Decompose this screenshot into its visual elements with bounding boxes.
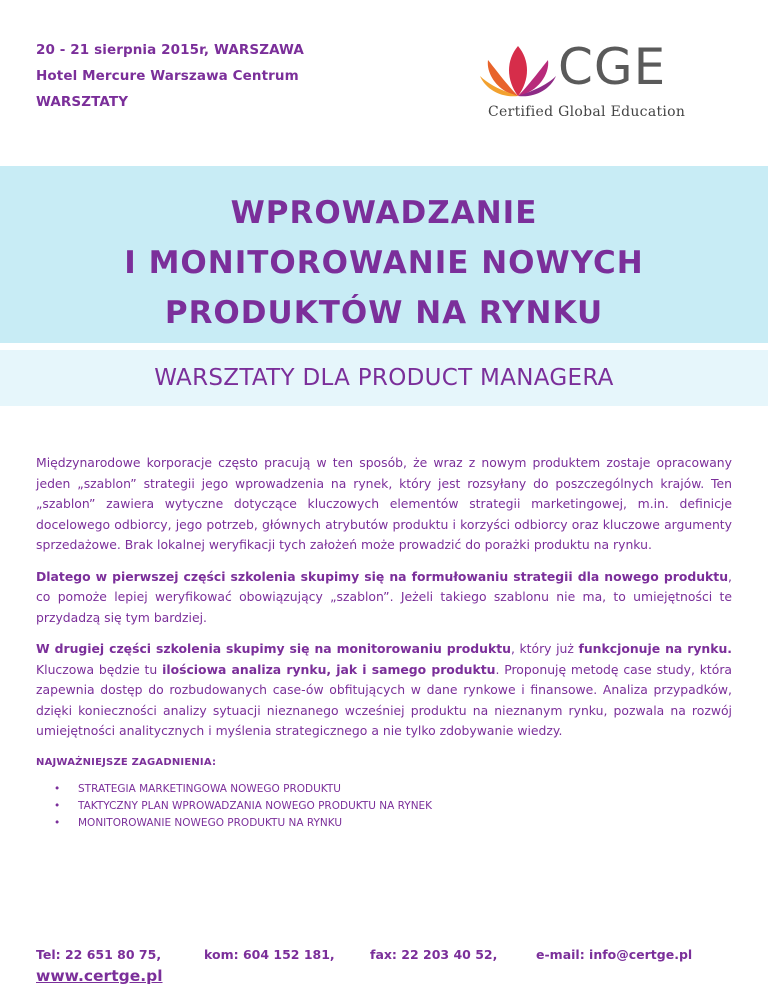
title-line-3: PRODUKTÓW NA RYNKU: [164, 295, 604, 331]
paragraph-part-two-emphasis-1: W drugiej części szkolenia skupimy się na monitorowaniu produktu: [36, 641, 511, 656]
event-type: WARSZTATY: [36, 94, 129, 110]
title-banner: [0, 166, 768, 343]
title-line-1: WPROWADZANIE: [230, 195, 538, 231]
paragraph-part-two-emphasis-3: ilościowa analiza rynku, jak i samego produktu: [162, 661, 496, 677]
paragraph-part-two-emphasis-2: funkcjonuje na rynku.: [578, 641, 732, 656]
mobile-number: kom: 604 152 181,: [204, 947, 335, 962]
title-line-2: I MONITOROWANIE NOWYCH: [124, 245, 644, 281]
paragraph-part-two-text-2: Kluczowa będzie tu: [36, 661, 163, 677]
list-item: [54, 781, 732, 798]
contact-footer: [36, 947, 736, 987]
paragraph-part-two-text-3: . Proponuję metodę case study, która zapewnia dostęp do rozbudowanych case-ów obfitujących w dane rynkowe i finansowe. Analiza przypadków, dzięki konieczności analizy sytuacji nieznanego wcześniej produktu na nieznanym rynku, pozwala na rozwój umiejętności analitycznych i myślenia strategicznego a nie tylko zdobywanie wiedzy.: [36, 661, 733, 738]
bullet-icon: •: [54, 800, 61, 812]
paragraph-part-one: [36, 567, 732, 629]
paragraph-part-one-emphasis: Dlatego w pierwszej części szkolenia skupimy się na formułowaniu strategii dla nowego produktu: [36, 568, 729, 584]
fax-number: fax: 22 203 40 52,: [370, 947, 498, 962]
logo-tagline: Certified Global Education: [488, 104, 686, 120]
list-item-text: STRATEGIA MARKETINGOWA NOWEGO PRODUKTU: [78, 783, 341, 795]
key-topics-title: NAJWAŻNIEJSZE ZAGADNIENIA:: [36, 756, 217, 768]
event-info: [36, 42, 304, 120]
lotus-icon: [478, 40, 558, 102]
subtitle: WARSZTATY DLA PRODUCT MANAGERA: [154, 365, 614, 391]
subtitle-banner: [0, 350, 768, 406]
bullet-icon: •: [54, 783, 61, 795]
paragraph-part-two: [36, 639, 732, 742]
event-date: 20 - 21 sierpnia 2015r, WARSZAWA: [36, 42, 304, 58]
logo-wordmark: CGE: [558, 38, 667, 96]
body-content: [36, 453, 732, 832]
key-topics-list: [36, 781, 732, 832]
phone-number: Tel: 22 651 80 75,: [36, 947, 162, 962]
paragraph-part-one-text: , co pomoże lepiej weryfikować obowiązujący „szablon”. Jeżeli takiego szablonu nie ma, to umiejętności te przydadzą się tym bardziej.: [36, 568, 732, 625]
bullet-icon: •: [54, 817, 61, 829]
list-item: [54, 798, 732, 815]
cge-logo: [478, 40, 698, 130]
paragraph-intro: Międzynarodowe korporacje często pracują w ten sposób, że wraz z nowym produktem zostaje opracowany jeden „szablon” strategii jego wprowadzenia na rynek, który jest rozsyłany do poszczególnych krajów. Ten „szablon” zawiera wytyczne dotyczące kluczowych elementów strategii marketingowej, m.in. definicje docelowego odbiorcy, jego potrzeb, głównych atrybutów produktu i korzyści odbiorcy oraz kluczowe argumenty sprzedażowe. Brak lokalnej weryfikacji tych założeń może prowadzić do porażki produktu na rynku.: [36, 455, 732, 552]
email-link[interactable]: e-mail: info@certge.pl: [536, 947, 693, 962]
event-venue: Hotel Mercure Warszawa Centrum: [36, 68, 299, 84]
paragraph-part-two-text-1: , który już: [510, 641, 579, 656]
list-item: [54, 815, 732, 832]
list-item-text: TAKTYCZNY PLAN WPROWADZANIA NOWEGO PRODUKTU NA RYNEK: [78, 800, 433, 812]
list-item-text: MONITOROWANIE NOWEGO PRODUKTU NA RYNKU: [78, 817, 343, 829]
website-link[interactable]: www.certge.pl: [36, 967, 163, 985]
